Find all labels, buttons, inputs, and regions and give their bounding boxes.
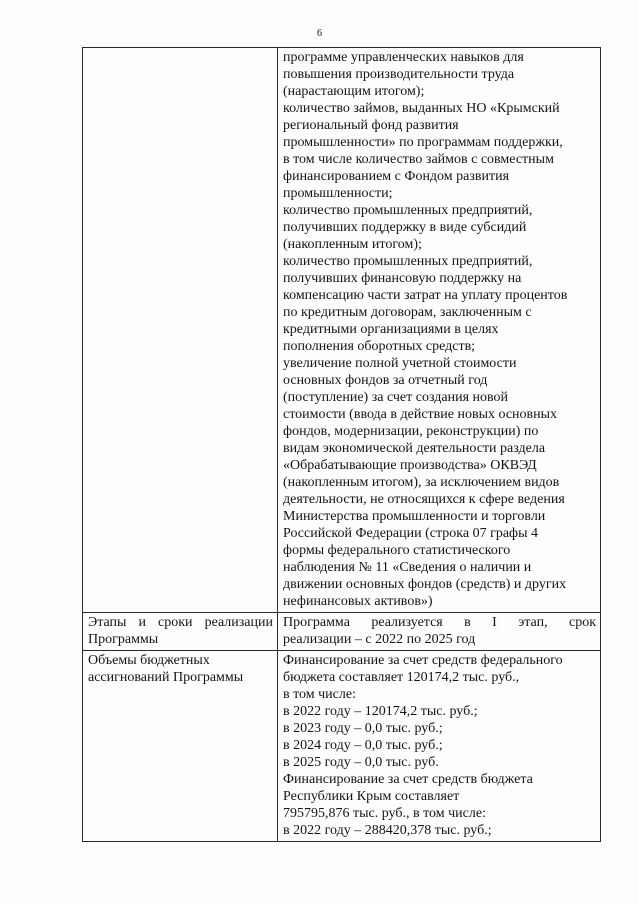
text-line: (накопленным итогом), за исключением видов [283,475,560,490]
text-line: Республики Крым составляет [283,789,460,804]
word: и [138,615,146,630]
table-row-indicators [83,48,601,613]
text-line: фондов, модернизации, реконструкции) по [283,424,539,439]
table-row-budget [83,651,601,842]
row-label-cell [83,48,278,613]
text-line: 795795,876 тыс. руб., в том числе: [283,806,486,821]
text-line: в том числе: [283,687,356,702]
text-line: в 2024 году – 0,0 тыс. руб.; [283,738,443,753]
text-line: наблюдения № 11 «Сведения о наличии и [283,560,532,575]
word: реализации [204,615,273,630]
text-line: Финансирование за счет средств федерального [283,653,563,668]
text-line: региональный фонд развития [283,118,459,133]
text-line: количество промышленных предприятий, [283,254,533,269]
table-row-stages [83,613,601,651]
text-line: в том числе количество займов с совместным [283,152,554,167]
text-line: Программы [88,632,159,647]
text-line: «Обрабатывающие производства» ОКВЭД [283,458,537,473]
word: Этапы [88,615,127,630]
text-line: программе управленческих навыков для [283,50,524,65]
program-passport-table [82,47,601,842]
text-line: количество займов, выданных НО «Крымский [283,101,560,116]
text-line: компенсацию части затрат на уплату процентов [283,288,568,303]
page-number: 6 [317,28,322,39]
word: в [464,615,471,630]
text-line: получивших поддержку в виде субсидий [283,220,527,235]
text-line: бюджета составляет 120174,2 тыс. руб., [283,670,520,685]
text-line: количество промышленных предприятий, [283,203,533,218]
word: Программа [283,615,350,630]
text-line: увеличение полной учетной стоимости [283,356,517,371]
text-line: промышленности; [283,186,393,201]
text-line: деятельности, не относящихся к сфере ведения [283,492,565,507]
text-line: реализации – с 2022 по 2025 год [283,632,476,647]
text-line: нефинансовых активов») [283,594,433,609]
word: реализуется [371,615,443,630]
text-line: (поступление) за счет создания новой [283,390,509,405]
text-line: Министерства промышленности и торговли [283,509,546,524]
word: сроки [158,615,193,630]
word: этап, [518,615,548,630]
text-line: Финансирование за счет средств бюджета [283,772,533,787]
text-line: основных фондов за отчетный год [283,373,488,388]
text-line: (накопленным итогом); [283,237,422,252]
text-line: получивших финансовую поддержку на [283,271,522,286]
justified-line [88,614,273,631]
stages-label-cell [83,613,278,651]
text-line: формы федерального статистического [283,543,511,558]
stages-value-cell [278,613,601,651]
text-line: Российской Федерации (строка 07 графы 4 [283,526,539,541]
text-line: в 2022 году – 120174,2 тыс. руб.; [283,704,478,719]
text-line: в 2022 году – 288420,378 тыс. руб.; [283,823,492,838]
text-line: Объемы бюджетных [88,653,210,668]
indicators-cell [278,48,601,613]
text-line: движении основных фондов (средств) и других [283,577,567,592]
text-line: повышения производительности труда [283,67,515,82]
text-line: кредитными организациями в целях [283,322,499,337]
text-line: в 2023 году – 0,0 тыс. руб.; [283,721,443,736]
budget-value-cell [278,651,601,842]
justified-line [283,614,596,631]
text-line: ассигнований Программы [88,670,244,685]
word: срок [568,615,596,630]
text-line: в 2025 году – 0,0 тыс. руб. [283,755,439,770]
text-line: промышленности» по программам поддержки, [283,135,563,150]
text-line: видам экономической деятельности раздела [283,441,546,456]
text-line: пополнения оборотных средств; [283,339,476,354]
word: I [492,615,497,630]
text-line: стоимости (ввода в действие новых основных [283,407,558,422]
budget-label-cell [83,651,278,842]
text-line: по кредитным договорам, заключенным с [283,305,532,320]
text-line: (нарастающим итогом); [283,84,425,99]
text-line: финансированием с Фондом развития [283,169,510,184]
